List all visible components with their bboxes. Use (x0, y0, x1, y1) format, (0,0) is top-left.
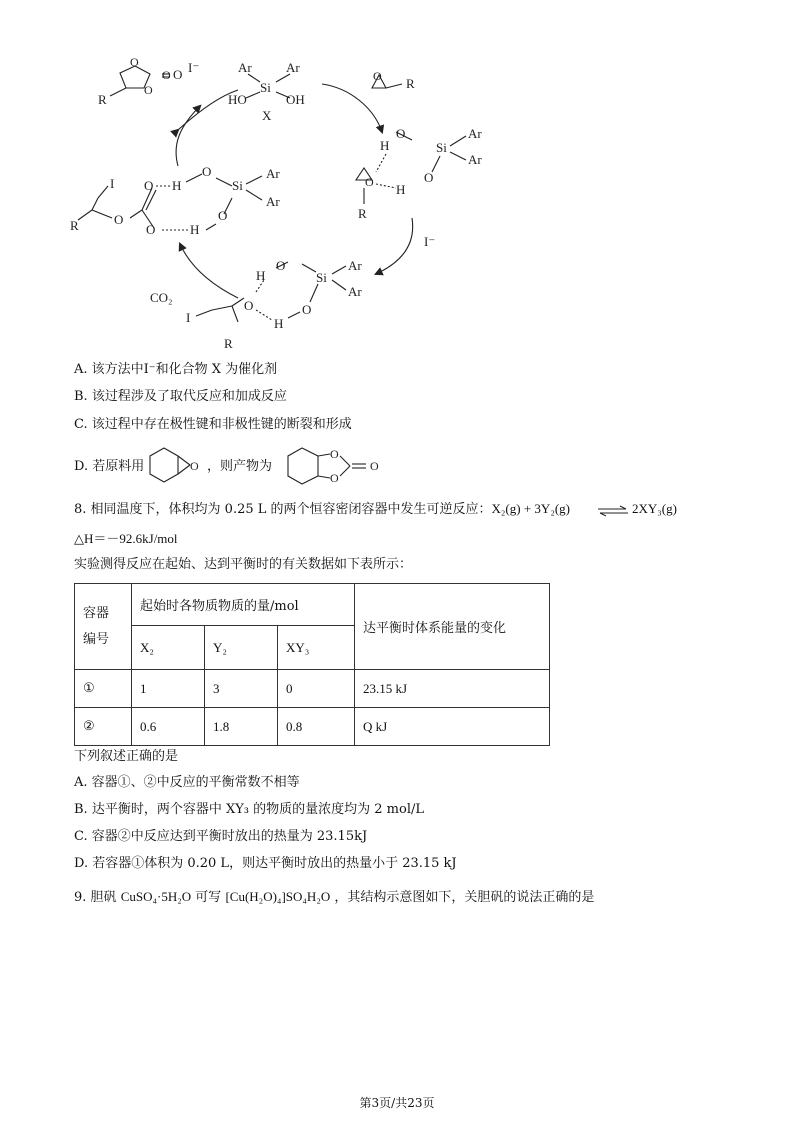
left-ar-1: Ar (266, 166, 280, 181)
bottom-ar-1: Ar (348, 258, 362, 273)
bottom-o-top: O (276, 258, 286, 273)
right-ar-2: Ar (468, 152, 482, 167)
x-oh: OH (286, 92, 305, 107)
iodide-top: I⁻ (188, 60, 200, 75)
q9-formula-1: CuSO₄·5H₂O (120, 889, 192, 904)
cyclohexene-oxide-structure (146, 444, 206, 490)
left-o-carbonyl: O (144, 178, 154, 193)
left-r: R (70, 218, 79, 233)
bottom-ar-2: Ar (348, 284, 362, 299)
table-row (75, 708, 550, 746)
cyclic-carbonate-product-structure (284, 442, 394, 492)
row1-x2: 1 (132, 670, 205, 708)
row1-energy: 23.15 kJ (355, 670, 550, 708)
q8-option-c: C. 容器②中反应达到平衡时放出的热量为 23.15kJ (74, 829, 368, 844)
th-x2: X₂ (132, 626, 205, 670)
bottom-i: I (186, 310, 191, 325)
x-label: X (262, 108, 272, 123)
left-ar-2: Ar (266, 194, 280, 209)
left-h-top: H (172, 178, 182, 193)
right-r: R (358, 206, 367, 221)
right-o-bottom: O (424, 170, 434, 185)
row1-xy3: 0 (278, 670, 355, 708)
x-si: Si (260, 80, 271, 95)
q8-data-table (74, 583, 550, 746)
q7-option-d-middle: ，则产物为 (207, 459, 273, 474)
th-xy3: XY₃ (278, 626, 355, 670)
row1-y2: 3 (205, 670, 278, 708)
ring-o-bottom: O (144, 83, 153, 97)
iodide-right: I⁻ (424, 234, 436, 249)
bottom-o-low: O (302, 302, 312, 317)
product-o-bottom: O (330, 471, 339, 485)
x-ar-right: Ar (286, 60, 300, 75)
product-o-carbonyl: O (370, 459, 379, 473)
q7-option-d-prefix: D. 若原料用 (74, 459, 145, 474)
left-i: I (110, 176, 115, 191)
q9-prefix: 9. 胆矾 (74, 890, 117, 905)
q9-formula-2: [Cu(H₂O)₄]SO₄H₂O (225, 889, 331, 904)
equilibrium-arrow (596, 505, 630, 517)
left-o-low: O (218, 208, 228, 223)
q8-stem (74, 500, 570, 519)
th-start-amount: 起始时各物质物质的量/mol (132, 584, 355, 626)
q7-option-c: C. 该过程中存在极性键和非极性键的断裂和形成 (74, 417, 352, 432)
right-h-bottom: H (396, 182, 406, 197)
left-o-bottom: O (146, 222, 156, 237)
q8-option-a: A. 容器①、②中反应的平衡常数不相等 (74, 775, 300, 790)
bottom-h-top: H (256, 268, 266, 283)
scheme-o-label: O (173, 67, 183, 82)
right-o-top: O (396, 126, 406, 141)
th-y2: Y₂ (205, 626, 278, 670)
q7-option-b: B. 该过程涉及了取代反应和加成反应 (74, 389, 287, 404)
epoxide-o: O (373, 69, 382, 83)
q9-stem (74, 888, 594, 907)
q9-middle: 可写 (195, 890, 222, 905)
q8-intro: 实验测得反应在起始、达到平衡时的有关数据如下表所示： (74, 557, 413, 572)
left-h-bottom: H (190, 222, 200, 237)
row2-id: ② (75, 708, 132, 746)
x-ho: HO (228, 92, 247, 107)
right-h-top: H (380, 138, 390, 153)
row2-x2: 0.6 (132, 708, 205, 746)
row2-y2: 1.8 (205, 708, 278, 746)
ring-o-top: O (130, 55, 139, 69)
carbonate-carbonyl-o: O (162, 68, 171, 82)
left-si: Si (232, 178, 243, 193)
th-container-line1: 容器 (83, 605, 110, 621)
q8-product: 2XY₃(g) (632, 501, 677, 516)
q8-option-b: B. 达平衡时，两个容器中 XY₃ 的物质的量浓度均为 2 mol/L (74, 802, 424, 817)
bottom-o-alkoxide: O (244, 298, 254, 313)
x-ar-left: Ar (238, 60, 252, 75)
th-energy-change: 达平衡时体系能量的变化 (355, 584, 550, 670)
epoxide-o-label: O (190, 459, 199, 473)
table-row (75, 670, 550, 708)
q8-stem-text: 8. 相同温度下，体积均为 0.25 L 的两个恒容密闭容器中发生可逆反应： (74, 502, 492, 517)
row2-xy3: 0.8 (278, 708, 355, 746)
q8-option-d: D. 若容器①体积为 0.20 L，则达平衡时放出的热量小于 23.15 kJ (74, 856, 457, 871)
right-ar-1: Ar (468, 126, 482, 141)
left-o-top: O (202, 164, 212, 179)
co2-label: CO₂ (150, 290, 173, 305)
th-container-line2: 编号 (83, 631, 110, 647)
q8-prompt: 下列叙述正确的是 (74, 749, 179, 764)
q8-reactants: X₂(g) + 3Y₂(g) (491, 501, 571, 516)
bottom-si: Si (316, 270, 327, 285)
q8-enthalpy: △H＝－92.6kJ/mol (74, 531, 178, 546)
row1-id: ① (75, 670, 132, 708)
right-si: Si (436, 140, 447, 155)
left-o-ester: O (114, 212, 124, 227)
epoxide-r: R (406, 76, 415, 91)
product-o-top: O (330, 447, 339, 461)
page-footer: 第3页/共23页 (359, 1096, 435, 1110)
bottom-r: R (224, 336, 233, 351)
right-epoxide-o: O (365, 175, 374, 189)
bottom-h-bottom: H (274, 316, 284, 331)
q9-suffix: ，其结构示意图如下，关胆矾的说法正确的是 (334, 890, 595, 905)
row2-energy: Q kJ (355, 708, 550, 746)
th-container (75, 584, 132, 670)
carbonate-r: R (98, 92, 107, 107)
catalytic-cycle-scheme (60, 48, 500, 360)
q7-option-a: A. 该方法中I⁻和化合物 X 为催化剂 (74, 362, 278, 377)
